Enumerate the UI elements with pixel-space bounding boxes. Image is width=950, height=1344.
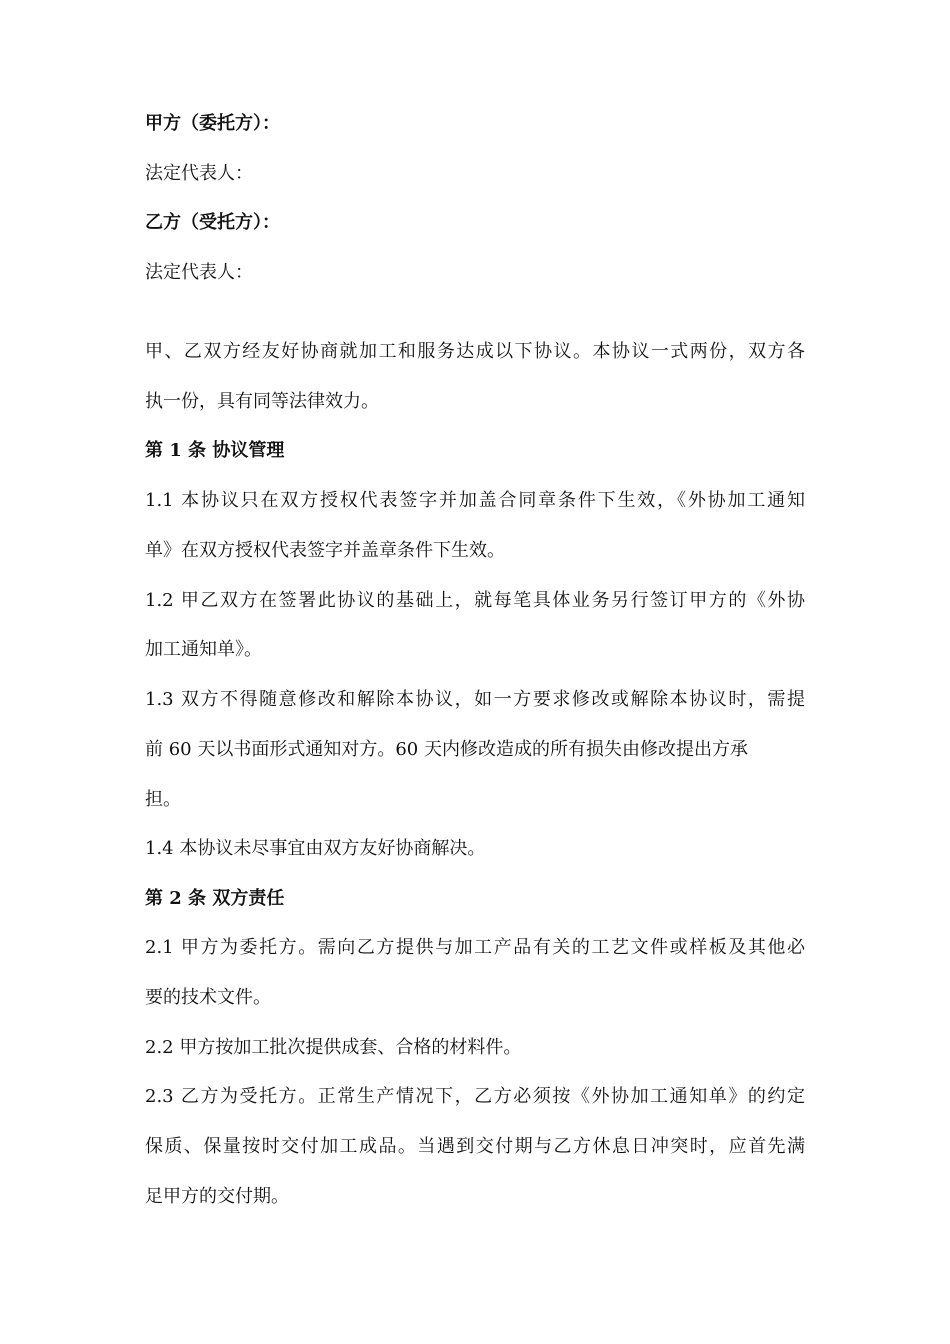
clause-2-1-line: 要的技术文件。 bbox=[145, 987, 271, 1008]
clause-1-1-line: 单》在双方授权代表签字并盖章条件下生效。 bbox=[145, 540, 505, 561]
clause-2-1-line: 2.1 甲方为委托方。需向乙方提供与加工产品有关的工艺文件或样板及其他必 bbox=[145, 937, 805, 958]
intro-paragraph-line: 甲、乙双方经友好协商就加工和服务达成以下协议。本协议一式两份，双方各 bbox=[145, 341, 805, 362]
party-a-legal-rep: 法定代表人： bbox=[145, 163, 253, 184]
clause-2-3-line: 2.3 乙方为受托方。正常生产情况下，乙方必须按《外协加工通知单》的约定 bbox=[145, 1086, 805, 1107]
party-b-legal-rep: 法定代表人： bbox=[145, 262, 253, 283]
clause-1-3-line: 1.3 双方不得随意修改和解除本协议，如一方要求修改或解除本协议时，需提 bbox=[145, 689, 805, 710]
clause-1-1-line: 1.1 本协议只在双方授权代表签字并加盖合同章条件下生效，《外协加工通知 bbox=[145, 490, 805, 511]
clause-2-2-line: 2.2 甲方按加工批次提供成套、合格的材料件。 bbox=[145, 1037, 522, 1058]
party-b-label: 乙方（受托方）： bbox=[145, 212, 280, 233]
article-2-heading: 第 2 条 双方责任 bbox=[145, 888, 285, 909]
clause-1-2-line: 加工通知单》。 bbox=[145, 639, 262, 660]
intro-paragraph-line: 执一份，具有同等法律效力。 bbox=[145, 391, 379, 412]
article-1-heading: 第 1 条 协议管理 bbox=[145, 440, 285, 461]
clause-1-2-line: 1.2 甲乙双方在签署此协议的基础上，就每笔具体业务另行签订甲方的《外协 bbox=[145, 590, 805, 611]
clause-1-3-line: 前 60 天以书面形式通知对方。60 天内修改造成的所有损失由修改提出方承 bbox=[145, 739, 748, 760]
clause-2-3-line: 足甲方的交付期。 bbox=[145, 1186, 289, 1207]
clause-2-3-line: 保质、保量按时交付加工成品。当遇到交付期与乙方休息日冲突时，应首先满 bbox=[145, 1136, 805, 1157]
clause-1-3-line: 担。 bbox=[145, 789, 181, 810]
party-a-label: 甲方（委托方）： bbox=[145, 113, 280, 134]
clause-1-4-line: 1.4 本协议未尽事宜由双方友好协商解决。 bbox=[145, 838, 486, 859]
